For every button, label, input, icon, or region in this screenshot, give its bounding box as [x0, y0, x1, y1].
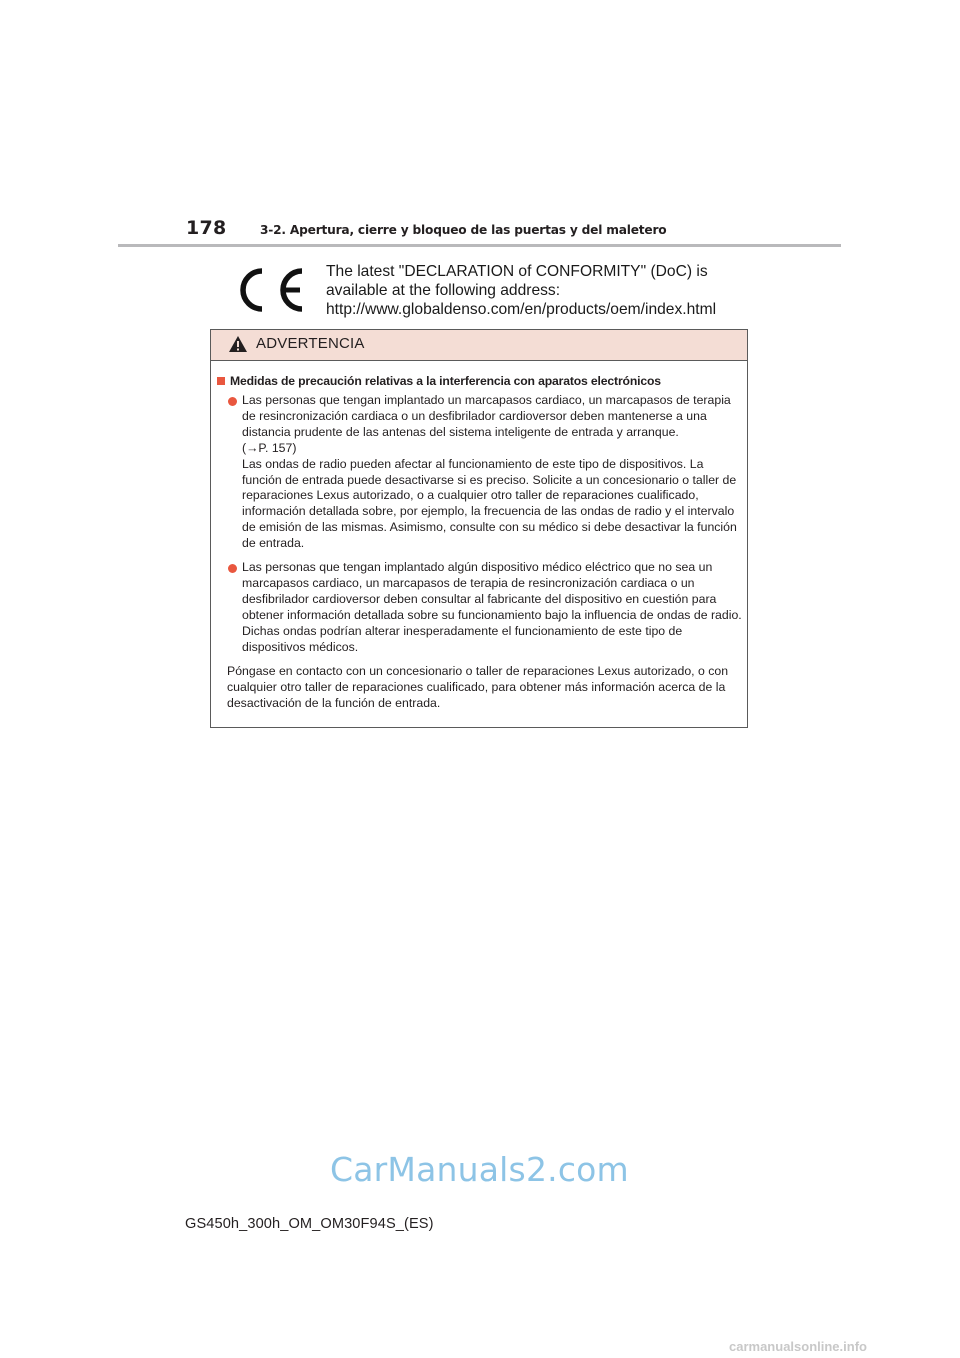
page-number: 178 — [186, 217, 227, 239]
warning-heading-text: Medidas de precaución relativas a la interferencia con aparatos electrónicos — [230, 374, 661, 388]
warning-closing: Póngase en contacto con un concesionario o taller de reparaciones Lexus autorizado, o con cualquier otro taller de reparaciones cualificado, para obtener más información acerca de la desactivación de la función de entrada. — [227, 664, 729, 710]
warning-bullet — [242, 560, 743, 655]
warning-bullet — [242, 393, 743, 552]
bullet-2-details: Dichas ondas podrían alterar inesperadamente el funcionamiento de este tipo de dispositivos médicos. — [242, 623, 683, 654]
bullet-2-text: Las personas que tengan implantado algún dispositivo médico eléctrico que no sea un marcapasos cardiaco, un marcapasos de terapia de resincronización cardiaca o un desfibrilador cardioversor deben consultar al fabricante del dispositivo en cuestión para obtener información detallada sobre su funcionamiento bajo la influencia de ondas de radio. — [242, 560, 742, 622]
watermark-carmanualsonline: carmanualsonline.info — [729, 1339, 867, 1354]
warning-box — [210, 329, 748, 728]
declaration-of-conformity — [326, 262, 746, 319]
warning-title: ADVERTENCIA — [256, 335, 365, 352]
document-code: GS450h_300h_OM_OM30F94S_(ES) — [185, 1216, 434, 1232]
red-square-icon — [217, 377, 225, 385]
warning-header — [211, 330, 747, 361]
section-title: 3-2. Apertura, cierre y bloqueo de las puertas y del maletero — [260, 223, 667, 237]
page-reference: (→P. 157) — [242, 440, 297, 455]
warning-triangle-icon — [228, 335, 248, 353]
declaration-line-2: available at the following address: — [326, 282, 561, 299]
warning-heading — [217, 374, 661, 390]
bullet-1-text: Las personas que tengan implantado un marcapasos cardiaco, un marcapasos de terapia de resincronización cardiaca o un desfibrilador cardioversor deben mantenerse a una distancia prudente de las antenas del sistema inteligente de entrada y arranque. — [242, 393, 731, 439]
declaration-url: http://www.globaldenso.com/en/products/oem/index.html — [326, 301, 717, 318]
bullet-1-details: Las ondas de radio pueden afectar al funcionamiento de este tipo de dispositivos. La función de entrada puede desactivarse si es preciso. Solicite a un concesionario o taller de reparaciones Lexus autorizado, o a cualquier otro taller de reparaciones cualificado, información detallada sobre, por ejemplo, la frecuencia de las ondas de radio y el intervalo de emisión de las mismas. Asimismo, consulte con su médico si debe desactivar la función de entrada. — [242, 456, 737, 551]
red-dot-icon — [228, 397, 237, 406]
header-rule — [118, 244, 841, 247]
declaration-line-1: The latest "DECLARATION of CONFORMITY" (DoC) is — [326, 263, 708, 280]
watermark-carmanuals2: CarManuals2.com — [330, 1150, 629, 1189]
red-dot-icon — [228, 564, 237, 573]
ce-mark-icon — [232, 265, 308, 315]
